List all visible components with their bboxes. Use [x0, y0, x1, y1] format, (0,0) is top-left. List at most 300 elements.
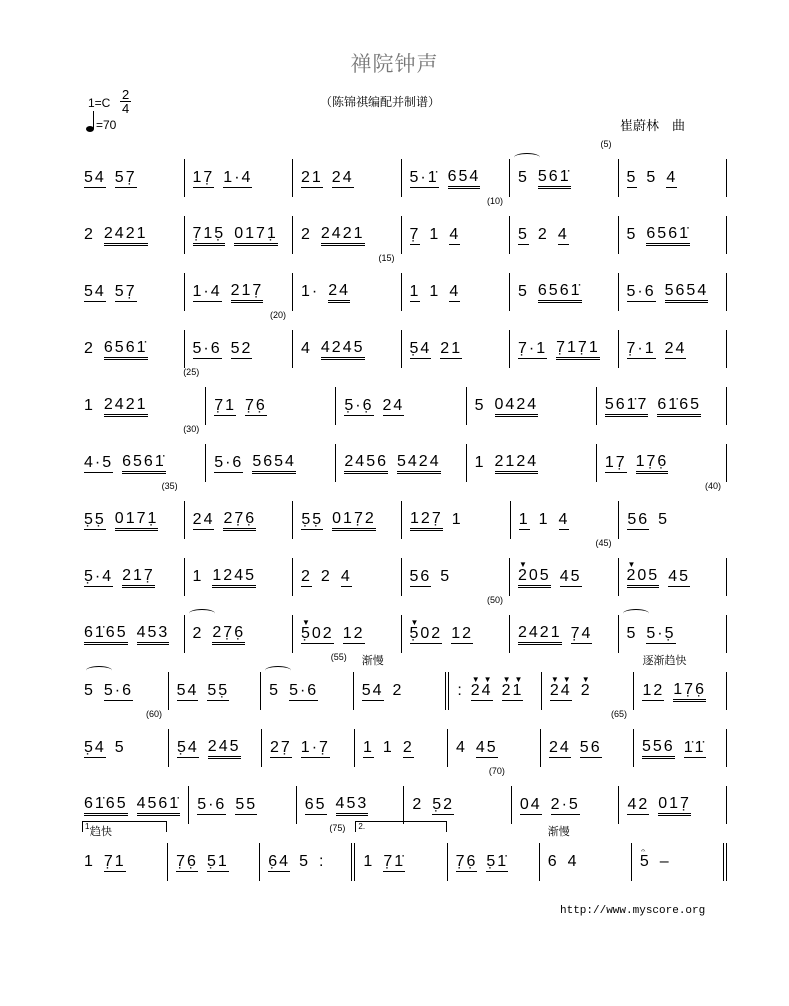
source-url: http://www.myscore.org: [560, 905, 706, 917]
measure: [82, 367, 206, 425]
note-group: 5·6: [289, 681, 319, 699]
arranger-credit: （陈锦祺编配并制谱）: [319, 95, 440, 109]
note-group: 654: [448, 168, 481, 189]
note-group: 56: [627, 510, 650, 528]
tempo-annotation: 趋快: [90, 825, 112, 838]
measure-number: (20): [269, 310, 286, 320]
time-signature-top: 2: [122, 87, 130, 102]
note-group: 24: [549, 738, 571, 756]
tie-arc: [86, 666, 112, 675]
measure: [402, 159, 511, 197]
measure: [206, 387, 336, 425]
note-group: 61̇65: [84, 795, 128, 816]
measure: [448, 843, 540, 881]
note-group: 217̣: [231, 282, 264, 303]
note-group: 27̣6̣: [223, 510, 256, 531]
note-group: 21: [440, 339, 463, 357]
note-group: 561̇7: [605, 396, 649, 417]
note-group: 4245: [321, 339, 365, 360]
note-group: 2: [84, 226, 95, 243]
note-group: 56: [579, 738, 602, 756]
measure: [619, 615, 728, 653]
measure-number: (10): [486, 196, 503, 206]
note-group: 7̣15̣: [193, 225, 226, 246]
measure-number: (70): [488, 766, 505, 776]
note-group: 7̣6̣: [455, 852, 478, 870]
note-group: 17̣: [192, 168, 215, 186]
note-group: 1: [192, 568, 204, 585]
note-group: 1·: [301, 283, 320, 300]
measure: [355, 729, 448, 767]
measure: [185, 310, 294, 368]
note-group: 5·5̣: [646, 624, 676, 642]
note-group: 27̣6̣: [212, 624, 245, 645]
score-row: [82, 254, 727, 311]
note-group: 5: [646, 169, 658, 186]
measure: [597, 387, 727, 425]
note-group: 21 ▼▼: [502, 682, 524, 701]
measure: [512, 786, 620, 824]
measure: [634, 729, 727, 767]
measure: [168, 843, 260, 881]
note-group: 2456: [344, 453, 388, 474]
note-group: 5̣02 ▼: [301, 625, 334, 644]
measure: [597, 444, 727, 482]
measure: [261, 652, 354, 710]
note-group: 1: [538, 511, 550, 528]
measure: [355, 822, 447, 881]
measure: [467, 387, 597, 425]
score-row: [82, 140, 727, 197]
measure: [82, 481, 185, 539]
measure-number: (50): [486, 595, 503, 605]
measure: [402, 196, 511, 254]
note-group: 24: [328, 282, 350, 303]
measure: [619, 273, 728, 311]
measure-number: (45): [595, 538, 612, 548]
note-group: 5: [84, 682, 95, 699]
measure: [185, 273, 294, 311]
note-group: 6561̇: [538, 282, 582, 303]
note-group: 45: [668, 567, 690, 585]
note-group: 2: [301, 567, 312, 585]
note-group: 17̣: [604, 453, 627, 471]
measure: [82, 558, 185, 596]
note-group: 54: [84, 282, 106, 300]
note-group: 6561̇: [104, 339, 148, 360]
note-group: 127̣: [410, 510, 443, 531]
note-group: 5: [518, 283, 529, 300]
note-group: 5̣2: [432, 795, 455, 813]
measure: [619, 330, 728, 368]
note-group: 4: [567, 853, 579, 870]
score-row: [82, 482, 727, 539]
note-group: 24 ▼▼: [471, 682, 493, 701]
note-group: 5: [518, 225, 529, 243]
measure-number: (60): [145, 709, 162, 719]
measure: [632, 843, 727, 881]
note-group: 21: [301, 168, 323, 186]
note-group: 5: [626, 625, 638, 642]
note-group: 453: [336, 795, 369, 816]
note-group: 1: [382, 739, 394, 756]
note-group: 57̣: [114, 168, 137, 186]
measure: [448, 729, 541, 767]
note-group: 5: [658, 511, 670, 528]
measure: [540, 825, 632, 881]
measure: [293, 253, 402, 311]
note-group: 5: [518, 169, 529, 186]
repeat-dots: :: [318, 853, 324, 870]
note-group: 45: [475, 738, 498, 756]
note-group: 24: [331, 168, 354, 186]
note-group: 5 𝄐: [640, 853, 651, 871]
accent-mark-icon: ▼: [581, 675, 594, 684]
note-group: 54: [84, 168, 106, 186]
score-row: [82, 824, 727, 881]
measure: [185, 501, 294, 539]
note-group: 2: [192, 625, 204, 642]
measure: [185, 159, 294, 197]
repeat-dots: :: [457, 682, 462, 699]
note-group: 5·6: [626, 282, 656, 300]
note-group: 4: [340, 567, 352, 585]
note-group: 1: [363, 738, 374, 756]
measure: [402, 595, 511, 653]
volta-bracket: 1.: [82, 821, 167, 832]
note-group: 5: [474, 397, 486, 414]
measure: [189, 786, 297, 824]
note-group: 4: [449, 282, 461, 300]
note-group: 5̣1̇: [486, 852, 509, 870]
note-group: 2: [402, 738, 414, 756]
composer-credit: 崔蔚林 曲: [620, 119, 686, 134]
note-group: 4: [558, 510, 570, 528]
note-group: 55: [235, 795, 258, 813]
note-group: 4·5: [84, 453, 114, 471]
measure: [293, 615, 402, 653]
note-group: 1: [84, 853, 95, 870]
measure: [619, 786, 727, 824]
note-group: 65: [304, 795, 327, 813]
score-row: [82, 197, 727, 254]
note-group: 1̇1̇: [683, 738, 706, 756]
note-group: 2: [392, 682, 404, 699]
measure: [185, 615, 294, 653]
note-group: 7̣·1: [626, 339, 656, 357]
note-group: 5̣5̣: [84, 510, 106, 528]
accent-mark-icon: ▼: [410, 617, 423, 627]
note-group: 1·7̣: [300, 738, 330, 756]
tempo-marking: [86, 112, 116, 132]
note-group: 5: [114, 739, 126, 756]
measure: [619, 216, 728, 254]
note-group: 1: [409, 282, 421, 300]
note-group: 5̣4: [84, 738, 106, 756]
measure: [293, 330, 402, 368]
note-group: 6̣4: [268, 852, 291, 870]
note-group: 4: [456, 739, 467, 756]
measure: [354, 654, 446, 710]
note-group: 27̣: [270, 738, 292, 756]
score-title: 禅院钟声: [350, 52, 439, 76]
measure: [634, 654, 727, 710]
note-group: 5: [626, 226, 638, 243]
note-group: 5̣1: [206, 852, 229, 870]
score-row: [82, 539, 727, 596]
measure-number: (25): [183, 367, 200, 377]
note-group: 24: [382, 396, 405, 414]
note-group: 2421: [518, 624, 562, 645]
note-group: 561̇: [538, 168, 571, 189]
measure: [336, 444, 466, 482]
note-group: 5654: [665, 282, 709, 303]
measure: [402, 501, 511, 539]
note-group: 2: [301, 226, 312, 243]
measure: [82, 672, 169, 710]
note-group: 12: [451, 624, 473, 642]
score-body: [82, 140, 727, 881]
accent-mark-icon: ▼▼: [550, 674, 575, 684]
measure: [293, 558, 402, 596]
note-group: 5424: [397, 453, 441, 474]
measure: [402, 273, 511, 311]
note-group: 7̣6̣: [176, 852, 198, 870]
note-group: 205 ▼: [518, 567, 551, 588]
measure: [445, 672, 542, 710]
note-group: 205 ▼: [627, 567, 660, 588]
measure: [619, 159, 728, 197]
measure: [510, 273, 619, 311]
note-group: 2124: [495, 453, 539, 474]
accent-mark-icon: ▼: [627, 559, 640, 569]
accent-mark-icon: ▼: [519, 559, 531, 569]
measure: [336, 387, 466, 425]
measure: [82, 330, 185, 368]
measure: [169, 672, 262, 710]
measure: [169, 729, 262, 767]
measure: [262, 729, 355, 767]
note-group: 54: [176, 681, 199, 699]
tempo-annotation: 逐渐趋快: [642, 654, 687, 667]
note-group: 17̣6̣: [673, 681, 706, 702]
measure: [82, 216, 185, 254]
note-group: 0171̣: [115, 510, 159, 531]
tie-arc: [623, 609, 649, 618]
measure: [619, 481, 727, 539]
measure: [293, 216, 402, 254]
measure: [511, 501, 620, 539]
quarter-note-icon: [86, 112, 94, 132]
note-group: 1: [451, 511, 463, 528]
note-group: 1245: [212, 567, 256, 588]
measure-number: (40): [705, 481, 722, 491]
note-group: 24 ▼▼: [550, 682, 572, 701]
note-group: 1·4: [223, 168, 253, 186]
note-group: 217̣: [122, 567, 155, 588]
note-group: 0171̣: [234, 225, 278, 246]
score-row: [82, 425, 727, 482]
note-group: 6: [547, 853, 559, 870]
note-group: 2 ▼: [581, 682, 592, 700]
note-group: 4: [557, 225, 569, 243]
note-group: 556: [642, 738, 675, 759]
tempo-annotation: 渐慢: [361, 654, 384, 667]
note-group: 5: [440, 568, 452, 585]
tempo-annotation: 渐慢: [547, 825, 570, 838]
note-group: 1: [363, 853, 375, 870]
note-group: 245: [208, 738, 241, 759]
measure: [541, 709, 634, 767]
note-group: 5̣5̣: [301, 510, 324, 528]
note-group: 5̣·6̣: [344, 396, 374, 414]
note-group: 12: [642, 681, 665, 699]
measure: [82, 273, 185, 311]
key-signature: 1=C: [88, 96, 111, 110]
note-group: 7̣4: [570, 624, 593, 642]
measure: [619, 558, 728, 596]
measure: [510, 216, 619, 254]
measure: [510, 139, 619, 197]
measure: [82, 159, 185, 197]
note-group: –: [659, 853, 671, 870]
measure: [402, 558, 511, 596]
measure-number: (35): [161, 481, 178, 491]
note-group: 2421: [321, 225, 365, 246]
note-group: 4: [666, 168, 678, 186]
note-group: 61̇65: [84, 624, 128, 645]
measure: [260, 823, 355, 881]
note-group: 2421: [104, 225, 148, 246]
note-group: 1: [474, 454, 486, 471]
note-group: 5̣02 ▼: [410, 625, 443, 644]
note-group: 5: [626, 168, 638, 186]
measure: [510, 615, 619, 653]
tie-arc: [189, 609, 215, 618]
measure: [467, 444, 597, 482]
note-group: 42: [627, 795, 650, 813]
note-group: 2: [537, 226, 549, 243]
measure: [82, 709, 169, 767]
note-group: 61̇65: [657, 396, 701, 417]
note-group: 7̣17̣1: [556, 339, 600, 360]
note-group: 7̣·1: [518, 339, 548, 357]
note-group: 56: [409, 567, 432, 585]
note-group: 2: [320, 568, 332, 585]
note-group: 5̣4: [177, 738, 199, 756]
tie-arc: [514, 153, 540, 162]
note-group: 1: [84, 397, 95, 414]
note-group: 0424: [495, 396, 539, 417]
measure: [82, 424, 206, 482]
tie-arc: [265, 666, 291, 675]
measure: [542, 672, 635, 710]
note-group: 1: [429, 226, 441, 243]
score-row: [82, 596, 727, 653]
measure: [82, 822, 168, 881]
note-group: 45: [559, 567, 582, 585]
note-group: 7̣: [409, 225, 421, 243]
note-group: 5·6: [197, 795, 227, 813]
note-group: 1·4: [192, 282, 222, 300]
note-group: 2·5: [550, 795, 580, 813]
time-signature-bottom: 4: [122, 101, 130, 116]
measure-number: (30): [183, 424, 200, 434]
measure: [206, 444, 336, 482]
note-group: 57̣: [114, 282, 137, 300]
measure: [297, 786, 405, 824]
measure: [404, 766, 512, 824]
note-group: 7̣1: [214, 396, 236, 414]
measure: [510, 538, 619, 596]
note-group: 2421: [104, 396, 148, 417]
note-group: 5̣4: [409, 339, 432, 357]
note-group: 1: [429, 283, 441, 300]
score-row: [82, 653, 727, 710]
note-group: 54: [361, 681, 384, 699]
note-group: 7̣1: [103, 852, 126, 870]
note-group: 52: [230, 339, 253, 357]
measure: [185, 216, 294, 254]
note-group: 5: [299, 853, 310, 870]
note-group: 5: [269, 682, 281, 699]
measure: [510, 330, 619, 368]
note-group: 6561̇: [122, 453, 166, 474]
accent-mark-icon: ▼: [302, 617, 314, 627]
note-group: 04: [519, 795, 542, 813]
note-group: 2: [84, 340, 95, 357]
measure: [402, 330, 511, 368]
accent-mark-icon: ▼▼: [502, 674, 527, 684]
note-group: 12: [342, 624, 365, 642]
note-group: 5·1̇: [409, 168, 439, 186]
accent-mark-icon: 𝄐: [640, 846, 650, 855]
score-row: [82, 311, 727, 368]
note-group: 7̣6̣: [245, 396, 267, 414]
note-group: 4561̇: [137, 795, 181, 816]
measure: [293, 501, 402, 539]
measure: [185, 558, 294, 596]
measure: [82, 615, 185, 653]
note-group: 55̣: [207, 681, 230, 699]
note-group: 017̣2: [332, 510, 376, 531]
note-group: 5·6: [214, 453, 244, 471]
note-group: 017̣: [658, 795, 691, 816]
note-group: 5654: [252, 453, 296, 474]
tempo-value: =70: [96, 118, 117, 132]
measure-number: (15): [378, 253, 395, 263]
note-group: 5·6: [192, 339, 222, 357]
note-group: 5·6: [103, 681, 134, 699]
score-row: [82, 710, 727, 767]
measure: [293, 159, 402, 197]
note-group: 6561̇: [646, 225, 690, 246]
note-group: 7̣1̇: [383, 852, 406, 870]
note-group: 4: [301, 340, 312, 357]
score-row: [82, 767, 727, 824]
note-group: 1: [518, 510, 530, 528]
note-group: 2: [412, 796, 424, 813]
measure: [82, 786, 189, 824]
note-group: 453: [137, 624, 170, 645]
volta-bracket: 2.: [355, 821, 446, 832]
measure-number: (65): [610, 709, 627, 719]
score-row: [82, 368, 727, 425]
measure-number: (55): [330, 652, 347, 662]
note-group: 17̣6̣: [636, 453, 669, 474]
measure-number: (5): [600, 139, 612, 149]
note-group: 24: [192, 510, 215, 528]
